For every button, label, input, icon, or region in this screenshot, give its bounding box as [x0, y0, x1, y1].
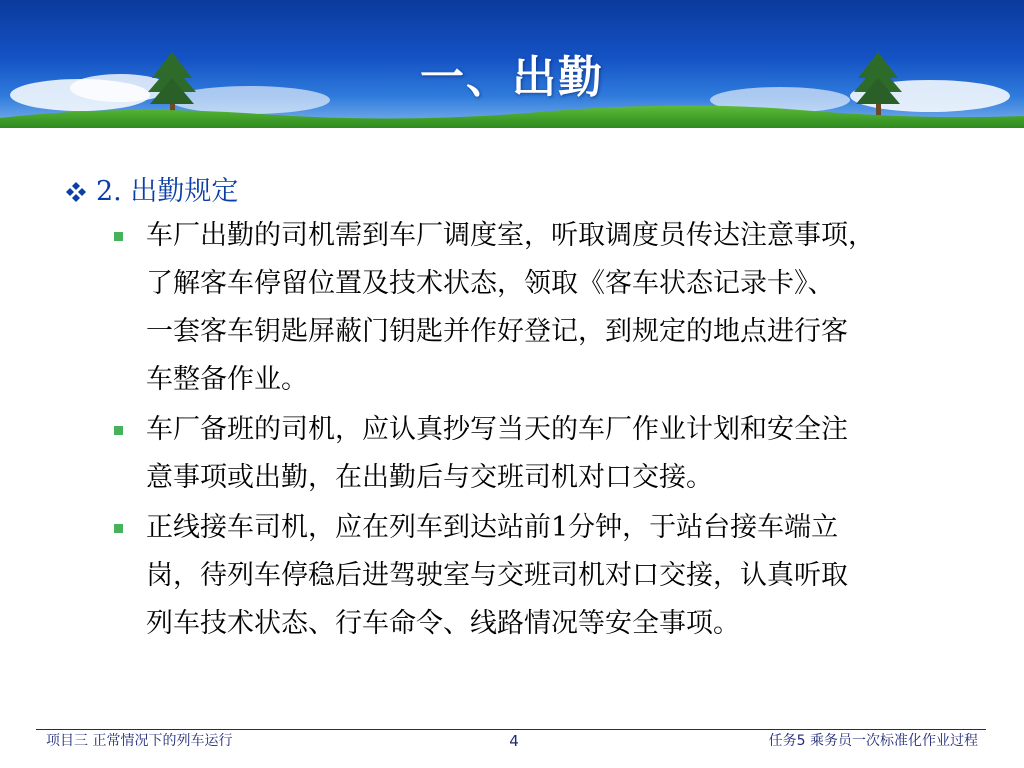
square-bullet-icon [114, 426, 123, 435]
section-heading-text: 2. 出勤规定 [96, 176, 239, 207]
list-item-text: 车厂备班的司机，应认真抄写当天的车厂作业计划和安全注 意事项或出勤，在出勤后与交班司机对口交接。 [146, 414, 848, 493]
header-banner [0, 0, 1024, 128]
list-item-text: 车厂出勤的司机需到车厂调度室，听取调度员传达注意事项， 了解客车停留位置及技术状态，领取《客车状态记录卡》、 一套客车钥匙屏蔽门钥匙并作好登记，到规定的地点进行客 车整备作业。 [146, 220, 875, 395]
diamond-bullet-icon [64, 180, 88, 204]
list-item-text: 正线接车司机，应在列车到达站前1分钟，于站台接车端立 岗，待列车停稳后进驾驶室与交班司机对口交接，认真听取 列车技术状态、行车命令、线路情况等安全事项。 [146, 512, 848, 639]
square-bullet-icon [114, 232, 123, 241]
page-number: 4 [509, 732, 519, 750]
section-heading [64, 172, 238, 212]
footer-project-label: 项目三 正常情况下的列车运行 [46, 733, 233, 749]
footer-divider [36, 729, 986, 730]
slide-title: 一、出勤 [420, 52, 604, 103]
square-bullet-icon [114, 524, 123, 533]
footer-task-label: 任务5 乘务员一次标准化作业过程 [768, 733, 978, 749]
